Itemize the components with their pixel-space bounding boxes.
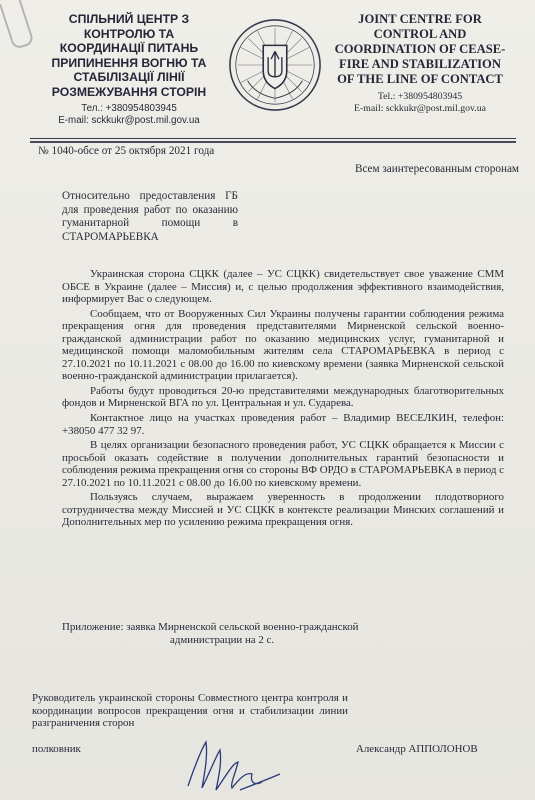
coat-of-arms-emblem [226,16,324,114]
header-divider-thick [30,141,516,143]
subject: Относительно предоставления ГБ для проведения работ по оказанию гуманитарной помощи в СТАРОМАРЬЕВКА [62,190,238,243]
header-left [40,12,218,127]
paper-clip [0,0,35,50]
header-right [330,12,510,115]
header-divider [30,138,516,139]
letter-body [62,268,504,531]
attachment-note: Приложение: заявка Мирненской сельской военно-гражданской администрации на 2 с. [62,621,359,646]
handwritten-signature [180,728,290,798]
phone-left: Тел.: +380954803945 [81,103,177,114]
paragraph: Пользуясь случаем, выражаем уверенность в продолжении плодотворного сотрудничества между Миссией и УС СЦКК в контексте реализации Минских соглашений и Дополнительных мер по усилению режима прекращения огня. [62,491,504,529]
reference-number: № 1040-обсе от 25 октября 2021 года [38,145,215,157]
email-left: E-mail: sckkukr@post.mil.gov.ua [58,115,200,126]
paragraph: Сообщаем, что от Вооруженных Сил Украины получены гарантии соблюдения режима прекращения огня для проведения представителями Мирненской сельской военно-гражданской администрации работ по оказанию медицинских услуг, гуманитарной и медицинской помощи маломобильным жителям села СТАРОМАРЬЕВКА в период с 27.10.2021 по 10.11.2021 с 08.00 до 16.00 по киевскому времени (заявка Мирненской сельской военно-гражданской администрации прилагается). [62,307,504,383]
org-name-english: JOINT CENTRE FOR CONTROL AND COORDINATION OF CEASE-FIRE AND STABILIZATION OF THE LINE OF CONTACT [334,12,506,86]
paragraph: Украинская сторона СЦКК (далее – УС СЦКК) свидетельствует свое уважение СММ ОБСЕ в Украине (далее – Миссия) и, с целью продолжения эффективного взаимодействия, информирует Вас о следующем. [62,268,504,306]
signatory-rank: полковник [32,743,81,755]
signatory-name: Александр АППОЛОНОВ [356,743,478,755]
paragraph: В целях организации безопасного проведения работ, УС СЦКК обращается к Миссии с просьбой оказать содействие в получении дополнительных гарантий безопасности и соблюдения режима прекращения огня со стороны ВФ ОРДО в СТАРОМАРЬЕВКА в период с 27.10.2021 по 10.11.2021 с 08.00 до 16.00 по киевскому времени. [62,439,504,489]
org-name-ukrainian: СПІЛЬНИЙ ЦЕНТР З КОНТРОЛЮ ТА КООРДИНАЦІЇ ПИТАНЬ ПРИПИНЕННЯ ВОГНЮ ТА СТАБІЛІЗАЦІЇ ЛІНІЇ РОЗМЕЖУВАННЯ СТОРІН [51,12,207,99]
phone-right: Tel.: +380954803945 [377,91,463,102]
paragraph: Контактное лицо на участках проведения работ – Владимир ВЕСЕЛКИН, телефон: +38050 477 32 97. [62,412,504,437]
signatory-title: Руководитель украинской стороны Совместного центра контроля и координации вопросов прекращения огня и стабилизации линии разграничения сторон [32,692,348,730]
email-right: E-mail: sckkukr@post.mil.gov.ua [354,103,486,114]
paragraph: Работы будут проводиться 20-ю представителями международных благотворительных фондов и Мирненской ВГА по ул. Центральная и ул. Сударева. [62,384,504,410]
addressee: Всем заинтересованным сторонам [354,163,519,175]
